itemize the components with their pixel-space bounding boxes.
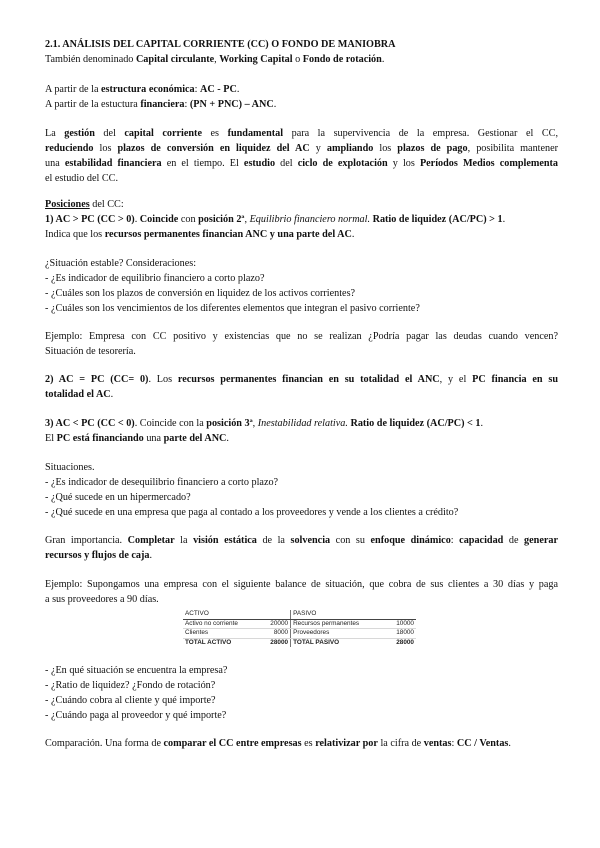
list-item: - ¿Cuándo paga al proveedor y qué importe? <box>45 710 227 721</box>
example-2: Ejemplo: Supongamos una empresa con el siguiente balance de situación, que cobra de sus clientes a 30 días y paga a sus proveedores a 90 días. <box>45 579 558 605</box>
comparison-line: Comparación. Una forma de comparar el CC entre empresas es relativizar por la cifra de ventas: CC / Ventas. <box>45 738 511 749</box>
financial-structure-line: A partir de la estuctura financiera: (PN + PNC) – ANC. <box>45 99 277 110</box>
position-3: 3) AC < PC (CC < 0). Coincide con la posición 3ª, Inestabilidad relativa. Ratio de liquidez (AC/PC) < 1. <box>45 418 484 429</box>
list-item: - ¿Es indicador de equilibrio financiero a corto plazo? <box>45 273 265 284</box>
stable-considerations: ¿Situación estable? Consideraciones: - ¿Es indicador de equilibrio financiero a corto plazo? - ¿Cuáles son los plazos de conversión en liquidez de los activos corrientes? - ¿Cuáles son los vencimientos de los diferentes elementos que integran el pasivo corriente? <box>45 256 558 316</box>
list-item: - ¿Qué sucede en un hipermercado? <box>45 492 191 503</box>
section-title: 2.1. ANÁLISIS DEL CAPITAL CORRIENTE (CC) O FONDO DE MANIOBRA <box>45 39 396 50</box>
list-item: - ¿Ratio de liquidez? ¿Fondo de rotación? <box>45 680 216 691</box>
table-total-row: TOTAL ACTIVO 28000 TOTAL PASIVO 28000 <box>185 638 414 646</box>
list-item: - ¿Es indicador de desequilibrio financiero a corto plazo? <box>45 477 279 488</box>
list-item: - ¿Cuáles son los plazos de conversión en liquidez de los activos corrientes? <box>45 288 356 299</box>
table-row: Clientes 8000 Proveedores 18000 <box>183 629 416 639</box>
list-item: - ¿Cuándo cobra al cliente y qué importe? <box>45 695 216 706</box>
importance-paragraph: Gran importancia. Completar la visión estática de la solvencia con su enfoque dinámico: capacidad de generar recursos y flujos de caja. <box>45 535 558 561</box>
situations-list: Situaciones. - ¿Es indicador de desequilibrio financiero a corto plazo? - ¿Qué sucede en un hipermercado? - ¿Qué sucede en una empresa que paga al contado a los proveedores y vende a los clientes a crédito? <box>45 460 558 520</box>
management-paragraph: La gestión del capital corriente es fundamental para la supervivencia de la empresa. Gestionar el CC, reduciendo los plazos de conversión en liquidez del AC y ampliando los plazos de pago, posibilita mantener una estabilidad financiera en el tiempo. El estudio del ciclo de explotación y los Períodos Medios complementa el estudio del CC. <box>45 128 559 184</box>
questions-list <box>45 663 558 723</box>
position-2: 2) AC = PC (CC= 0). Los recursos permanentes financian en su totalidad el ANC, y el PC financia en su totalidad el AC. <box>45 374 559 400</box>
list-item: - ¿Qué sucede en una empresa que paga al contado a los proveedores y vende a los clientes a crédito? <box>45 507 459 518</box>
table-header: ACTIVO PASIVO <box>183 610 416 619</box>
table-row: Activo no corriente 20000 Recursos permanentes 10000 <box>183 619 416 629</box>
position-1: 1) AC > PC (CC > 0). Coincide con posición 2ª, Equilibrio financiero normal. Ratio de liquidez (AC/PC) > 1. <box>45 214 506 225</box>
position-1-detail: Indica que los recursos permanentes financian ANC y una parte del AC. <box>45 229 355 240</box>
list-item: - ¿En qué situación se encuentra la empresa? <box>45 665 228 676</box>
position-3-detail: El PC está financiando una parte del ANC. <box>45 433 229 444</box>
example-1: Ejemplo: Empresa con CC positivo y existencias que no se realizan ¿Podría pagar las deudas cuando vencen? Situación de tesorería. <box>45 331 558 357</box>
economic-structure-line: A partir de la estructura económica: AC - PC. <box>45 84 240 95</box>
positions-heading: Posiciones del CC: <box>45 199 124 210</box>
list-item: - ¿Cuáles son los vencimientos de los diferentes elementos que integran el pasivo corriente? <box>45 303 420 314</box>
balance-sheet-table <box>183 610 416 647</box>
also-called-line: También denominado Capital circulante, Working Capital o Fondo de rotación. <box>45 54 385 65</box>
